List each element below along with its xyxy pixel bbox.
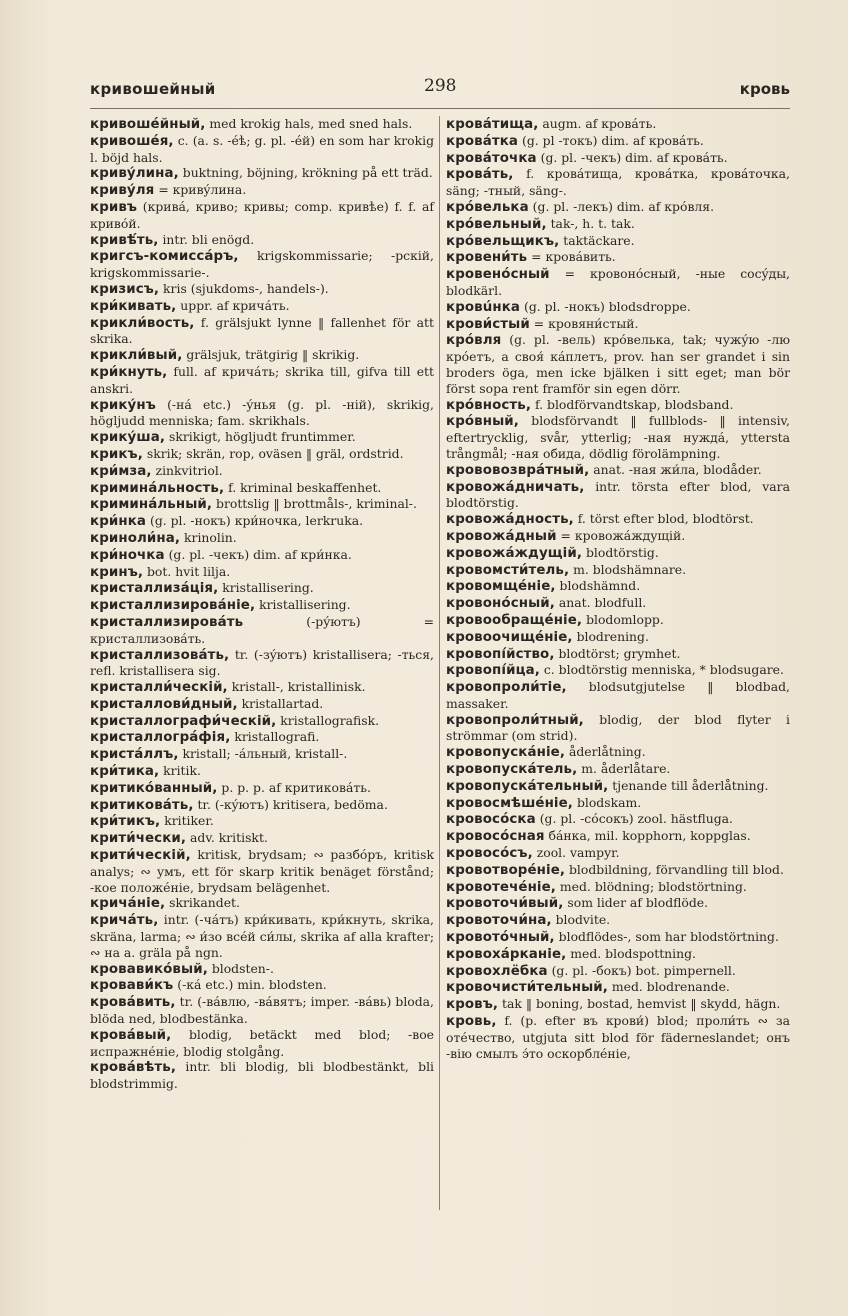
dictionary-entry xyxy=(90,446,434,463)
dictionary-entry xyxy=(90,429,434,446)
entry-definition: (-рýютъ) = кристаллизовáть. xyxy=(90,613,434,646)
dictionary-entry xyxy=(446,862,790,879)
dictionary-entry xyxy=(446,646,790,663)
dictionary-entry xyxy=(90,813,434,830)
dictionary-entry xyxy=(90,547,434,564)
dictionary-entry xyxy=(90,397,434,430)
entry-headword: кровáть, xyxy=(446,167,514,183)
entry-headword: кровáточка xyxy=(446,150,537,166)
entry-headword: кри́нка xyxy=(90,514,147,530)
dictionary-entry xyxy=(446,712,790,745)
entry-definition: skrikandet. xyxy=(165,895,240,911)
entry-definition: intr. bli blodig, bli blodbestänkt, bli blodstrimmig. xyxy=(90,1059,434,1092)
entry-definition: = кровяни́стый. xyxy=(529,315,639,331)
dictionary-entry xyxy=(90,994,434,1027)
entry-headword: кривýля xyxy=(90,183,155,199)
entry-definition: uppr. af кричáть. xyxy=(176,297,290,313)
entry-definition: kristallartad. xyxy=(237,695,324,711)
entry-definition: c. blodtörstig menniska, * blodsugare. xyxy=(539,662,784,678)
entry-headword: кристаллизовáть, xyxy=(90,647,230,663)
page-number: 298 xyxy=(424,76,457,96)
entry-definition: p. p. p. af критиковáть. xyxy=(217,779,371,795)
entry-definition: kritiker. xyxy=(160,813,214,829)
entry-headword: крови́стый xyxy=(446,316,530,332)
entry-headword: кринъ, xyxy=(90,564,144,580)
dictionary-entry xyxy=(446,828,790,845)
entry-headword: кровопроли́тіе, xyxy=(446,680,567,696)
entry-headword: кровопроли́тный, xyxy=(446,712,584,728)
entry-definition: med. blodspottning. xyxy=(566,945,696,961)
entry-definition: adv. kritiskt. xyxy=(186,830,268,846)
dictionary-entry xyxy=(90,797,434,814)
entry-headword: кровáвый, xyxy=(90,1027,172,1043)
dictionary-entry xyxy=(90,564,434,581)
entry-definition: blodtörstig. xyxy=(582,544,659,560)
entry-definition: kristallisering. xyxy=(255,597,351,613)
dictionary-entry xyxy=(90,1027,434,1060)
dictionary-entry xyxy=(446,979,790,996)
entry-headword: крикли́вый, xyxy=(90,348,183,364)
entry-headword: кровосóсная xyxy=(446,829,545,845)
entry-definition: tr. (-кýютъ) kritisera, bedöma. xyxy=(193,796,388,812)
entry-headword: кровúнка xyxy=(446,299,521,315)
right-running-headword: кровь xyxy=(739,80,790,98)
entry-definition: kristallisering. xyxy=(218,580,314,596)
entry-headword: кристаллизáція, xyxy=(90,581,219,597)
dictionary-entry xyxy=(90,830,434,847)
entry-headword: кристалли́ческій, xyxy=(90,680,228,696)
entry-definition: kristall; -áльный, kristall-. xyxy=(178,746,348,762)
dictionary-entry xyxy=(446,595,790,612)
dictionary-entry xyxy=(90,347,434,364)
left-running-headword: кривошейный xyxy=(90,80,216,98)
entry-headword: крóвля xyxy=(446,333,502,349)
entry-headword: кровосмѣшéніе, xyxy=(446,795,573,811)
entry-definition: med krokig hals, med sned hals. xyxy=(205,116,413,131)
entry-definition: m. åderlåtare. xyxy=(577,761,671,777)
dictionary-entry xyxy=(90,647,434,680)
dictionary-entry xyxy=(446,629,790,646)
entry-definition: intr. törsta efter blod, vara blodtörstig. xyxy=(446,478,790,511)
entry-definition: blodbildning, förvandling till blod. xyxy=(565,861,784,877)
entry-headword: кровопíйца, xyxy=(446,663,540,679)
dictionary-entry xyxy=(90,463,434,480)
entry-headword: кровопускáтель, xyxy=(446,762,578,778)
entry-definition: anat. blodfull. xyxy=(554,595,647,611)
entry-headword: кри́кнуть, xyxy=(90,364,168,380)
dictionary-entry xyxy=(90,895,434,912)
entry-definition: (g. pl. -лекъ) dim. af крóвля. xyxy=(528,198,715,214)
entry-definition: f. (p. efter въ крови́) blod; проли́ть ∾ за отéчество, utgjuta sitt blod för fäderneslandet; онъ -вію смылъ э́то оскорблéніе, xyxy=(446,1013,790,1061)
entry-definition: åderlåtning. xyxy=(565,744,646,760)
entry-headword: кристаллови́дный, xyxy=(90,696,238,712)
entry-headword: кровохáрканіе, xyxy=(446,946,567,962)
entry-definition: intr. bli enögd. xyxy=(158,231,255,247)
entry-headword: критиковáть, xyxy=(90,797,194,813)
dictionary-entry xyxy=(446,562,790,579)
dictionary-entry xyxy=(446,845,790,862)
dictionary-entry xyxy=(446,679,790,712)
entry-headword: кристаллизировáть xyxy=(90,614,244,630)
entry-definition: augm. af кровáть. xyxy=(538,116,657,131)
entry-definition: (g. pl. -нокъ) кри́ночка, lerkruka. xyxy=(146,513,364,529)
dictionary-entry xyxy=(446,166,790,199)
entry-definition: intr. (-чáтъ) кри́кивать, кри́кнуть, skrika, skräna, larma; ∾ и́зо всéй си́лы, skrika af alla krafter; ∾ на a. gräla på ngn. xyxy=(90,912,434,960)
entry-headword: кристаллизировáніе, xyxy=(90,598,256,614)
entry-headword: кровопускáтельный, xyxy=(446,778,609,794)
entry-headword: кровоочищéніе, xyxy=(446,629,573,645)
entry-definition: бáнка, mil. kopphorn, koppglas. xyxy=(544,828,751,844)
entry-headword: кровожáждущій, xyxy=(446,545,583,561)
dictionary-entry xyxy=(446,397,790,414)
entry-headword: кристáллъ, xyxy=(90,747,179,763)
dictionary-entry xyxy=(446,266,790,299)
entry-headword: крити́чески, xyxy=(90,831,187,847)
dictionary-entry xyxy=(90,912,434,960)
entry-definition: tr. (-зýютъ) kristallisera; -ться, refl. kristallisera sig. xyxy=(90,646,434,679)
entry-definition: blodtörst; grymhet. xyxy=(554,645,681,661)
dictionary-entry xyxy=(90,847,434,895)
entry-headword: кримина́льный, xyxy=(90,497,213,513)
entry-headword: кровъ, xyxy=(446,997,499,1013)
entry-definition: som lider af blodflöde. xyxy=(563,895,709,911)
dictionary-entry xyxy=(90,746,434,763)
entry-definition: tr. (-вáвлю, -вáвятъ; imper. -вáвь) bloda, blöda ned, blodbestänka. xyxy=(90,994,434,1027)
dictionary-entry xyxy=(90,315,434,348)
entry-definition: taktäckare. xyxy=(559,232,635,248)
entry-headword: кровообращéніе, xyxy=(446,612,583,628)
dictionary-entry xyxy=(90,496,434,513)
dictionary-entry xyxy=(446,811,790,828)
right-column xyxy=(446,116,790,1061)
entry-definition: f. blodförvandtskap, blodsband. xyxy=(531,396,734,412)
entry-headword: кровотóчный, xyxy=(446,930,555,946)
entry-definition: zinkvitriol. xyxy=(151,462,223,478)
entry-headword: кровáтища, xyxy=(446,117,539,132)
dictionary-entry xyxy=(446,332,790,396)
entry-definition: blodomlopp. xyxy=(582,611,664,627)
entry-headword: кристаллогрáфія, xyxy=(90,730,231,746)
entry-headword: кровомсти́тель, xyxy=(446,562,570,578)
entry-definition: zool. vampyr. xyxy=(532,845,620,861)
entry-headword: кровáвить, xyxy=(90,995,176,1011)
dictionary-entry xyxy=(446,216,790,233)
entry-definition: blodig, der blod flyter i strömmar (om strid). xyxy=(446,711,790,744)
entry-definition: = кровонóсный, -ные сосýды, blodkärl. xyxy=(446,266,790,298)
dictionary-entry xyxy=(90,232,434,249)
dictionary-entry xyxy=(90,713,434,730)
entry-headword: крóвельный, xyxy=(446,216,547,232)
page-header xyxy=(90,76,790,100)
entry-definition: buktning, böjning, krökning på ett träd. xyxy=(178,165,433,181)
entry-definition: = кривýлина. xyxy=(154,182,247,198)
entry-headword: кривошéйный, xyxy=(90,117,206,132)
entry-definition: med. blodrenande. xyxy=(607,979,730,995)
dictionary-entry xyxy=(446,963,790,980)
entry-definition: f. törst efter blod, blodtörst. xyxy=(573,511,754,527)
entry-definition: blodshämnd. xyxy=(555,578,641,594)
entry-definition: krigskommissarie; -рскій, krigskommissarie-. xyxy=(90,248,434,281)
entry-headword: кровоточи́на, xyxy=(446,913,552,929)
dictionary-entry xyxy=(90,182,434,199)
dictionary-entry xyxy=(446,761,790,778)
dictionary-entry xyxy=(446,946,790,963)
dictionary-entry xyxy=(446,150,790,167)
entry-definition: kristall-, kristallinisk. xyxy=(227,679,366,695)
entry-headword: кровотворéніе, xyxy=(446,862,566,878)
entry-headword: крóвелька xyxy=(446,199,529,215)
entry-headword: кринoли́на, xyxy=(90,530,181,546)
entry-headword: кримина́льность, xyxy=(90,480,225,496)
dictionary-entry xyxy=(90,281,434,298)
dictionary-entry xyxy=(446,199,790,216)
entry-headword: кровожáдный xyxy=(446,528,557,544)
dictionary-entry xyxy=(446,612,790,629)
dictionary-entry xyxy=(90,530,434,547)
dictionary-entry xyxy=(446,133,790,150)
entry-headword: кровопускáніе, xyxy=(446,745,565,761)
dictionary-entry xyxy=(446,299,790,316)
entry-definition: tjenande till åderlåtning. xyxy=(608,777,769,793)
dictionary-entry xyxy=(90,597,434,614)
entry-definition: (g. pl. -чекъ) dim. af кри́нка. xyxy=(164,546,352,562)
entry-definition: (g. pl. -вель) крóвелька, tak; чужýю -лю крóетъ, а своя́ кáплетъ, prov. han ser grandet i sin broders öga, men icke bjälken i sitt eget; man bör först sopa rent framför sin egen dörr. xyxy=(446,332,790,396)
column-divider xyxy=(439,116,440,1210)
dictionary-entry xyxy=(90,248,434,281)
entry-definition: (g. pl. -cóсокъ) zool. hästfluga. xyxy=(535,811,733,827)
dictionary-entry xyxy=(90,165,434,182)
entry-definition: c. (a. s. -éѣ; g. pl. -éй) en som har krokig l. böjd hals. xyxy=(90,132,434,165)
header-rule xyxy=(90,108,790,109)
dictionary-entry xyxy=(90,298,434,315)
entry-definition: full. af кричáть; skrika till, gifva till ett anskri. xyxy=(90,363,434,396)
dictionary-entry xyxy=(446,795,790,812)
entry-headword: кровави́къ xyxy=(90,978,174,994)
dictionary-entry xyxy=(90,679,434,696)
dictionary-entry xyxy=(90,696,434,713)
entry-definition: kris (sjukdoms-, handels-). xyxy=(159,280,329,296)
dictionary-entry xyxy=(446,545,790,562)
dictionary-entry xyxy=(90,580,434,597)
dictionary-entry xyxy=(446,528,790,545)
entry-definition: = кровáвить. xyxy=(527,249,616,265)
entry-headword: кровочисти́тельный, xyxy=(446,980,608,996)
entry-headword: кровомщéніе, xyxy=(446,579,556,595)
dictionary-entry xyxy=(446,511,790,528)
entry-definition: blodsutgjutelse ‖ blodbad, massaker. xyxy=(446,679,790,711)
entry-definition: blodsten-. xyxy=(207,960,274,976)
entry-definition: f. grälsjukt lynne ‖ fallenhet för att skrika. xyxy=(90,314,434,347)
entry-definition: med. blödning; blodstörtning. xyxy=(555,878,747,894)
entry-headword: кривѣ́ть, xyxy=(90,232,159,248)
dictionary-entry xyxy=(446,662,790,679)
entry-definition: blodig, betäckt med blod; -вое испражнéніе, blodig stolgång. xyxy=(90,1026,434,1059)
entry-definition: (кривá, криво; кривы; comp. кривѣе) f. f. af кривóй. xyxy=(90,198,434,231)
entry-headword: крóвность, xyxy=(446,397,532,413)
dictionary-entry xyxy=(446,316,790,333)
entry-headword: кривýлина, xyxy=(90,166,179,182)
dictionary-entry xyxy=(90,1059,434,1092)
entry-definition: tak-, h. t. tak. xyxy=(546,215,635,231)
entry-headword: кровопíйство, xyxy=(446,646,555,662)
entry-definition: brottslig ‖ brottmåls-, kriminal-. xyxy=(212,496,417,512)
dictionary-entry xyxy=(90,364,434,397)
entry-headword: кригсъ-комиссáръ, xyxy=(90,249,239,265)
entry-headword: крикýша, xyxy=(90,430,166,446)
left-column xyxy=(90,116,434,1092)
entry-headword: кровохлёбка xyxy=(446,963,548,979)
entry-definition: anat. -ная жи́ла, blodåder. xyxy=(589,461,762,477)
dictionary-entry xyxy=(446,929,790,946)
entry-definition: (g. pl. -чекъ) dim. af кровáть. xyxy=(536,149,728,165)
entry-headword: кровожáдность, xyxy=(446,512,574,528)
entry-headword: кровонóсный, xyxy=(446,596,555,612)
entry-headword: кровотечéніе, xyxy=(446,879,556,895)
entry-definition: bot. hvit lilja. xyxy=(143,563,231,579)
entry-definition: blodrening. xyxy=(572,628,649,644)
entry-definition: tak ‖ boning, bostad, hemvist ‖ skydd, hägn. xyxy=(498,996,781,1012)
dictionary-entry xyxy=(446,996,790,1013)
entry-headword: кровосóска xyxy=(446,812,536,828)
entry-headword: кровавикóвый, xyxy=(90,961,208,977)
dictionary-entry xyxy=(446,744,790,761)
entry-headword: кри́ночка xyxy=(90,547,165,563)
entry-definition: grälsjuk, trätgirig ‖ skrikig. xyxy=(182,347,360,363)
dictionary-entry xyxy=(90,977,434,994)
entry-definition: f. kriminal beskaffenhet. xyxy=(224,479,382,495)
dictionary-entry xyxy=(90,116,434,133)
entry-definition: blodflödes-, som har blodstörtning. xyxy=(554,929,779,945)
entry-definition: krinolin. xyxy=(180,529,237,545)
entry-headword: кривошéя, xyxy=(90,133,174,149)
entry-definition: (g. pl -токъ) dim. af кровáть. xyxy=(518,132,704,148)
dictionary-entry xyxy=(446,879,790,896)
dictionary-entry xyxy=(446,249,790,266)
entry-definition: blodvite. xyxy=(551,912,611,928)
entry-headword: критикóванный, xyxy=(90,780,218,796)
dictionary-entry xyxy=(90,480,434,497)
entry-headword: кри́тикъ, xyxy=(90,814,161,830)
entry-definition: m. blodshämnare. xyxy=(569,561,687,577)
entry-definition: kristallografi. xyxy=(230,729,320,745)
entry-headword: кривъ xyxy=(90,199,138,215)
dictionary-entry xyxy=(446,778,790,795)
entry-headword: кровосóсъ, xyxy=(446,846,533,862)
entry-headword: кровени́ть xyxy=(446,250,528,266)
entry-headword: крикъ, xyxy=(90,446,143,462)
entry-headword: кровáтка xyxy=(446,133,519,149)
dictionary-entry xyxy=(446,1013,790,1061)
dictionary-entry xyxy=(90,199,434,232)
entry-definition: (-кá etc.) min. blodsten. xyxy=(173,977,327,993)
entry-headword: кристаллографи́ческій, xyxy=(90,713,277,729)
entry-headword: крóвный, xyxy=(446,414,519,430)
entry-definition: (g. pl. -бокъ) bot. pimpernell. xyxy=(547,962,736,978)
entry-headword: кри́тика, xyxy=(90,764,160,780)
dictionary-entry xyxy=(90,763,434,780)
entry-definition: skrikigt, högljudt fruntimmer. xyxy=(165,429,356,445)
dictionary-entry xyxy=(446,578,790,595)
dictionary-entry xyxy=(446,116,790,133)
dictionary-entry xyxy=(90,961,434,978)
entry-headword: кризисъ, xyxy=(90,281,160,297)
entry-headword: кровенóсный xyxy=(446,267,550,283)
entry-headword: кричáть, xyxy=(90,913,159,929)
dictionary-entry xyxy=(90,513,434,530)
dictionary-entry xyxy=(446,413,790,461)
entry-headword: крикýнъ xyxy=(90,397,156,413)
dictionary-entry xyxy=(446,479,790,512)
dictionary-entry xyxy=(446,233,790,250)
entry-headword: крововозврáтный, xyxy=(446,462,590,478)
entry-headword: кровоточи́вый, xyxy=(446,896,564,912)
dictionary-entry xyxy=(90,133,434,166)
entry-definition: kritik. xyxy=(159,763,201,779)
dictionary-entry xyxy=(446,462,790,479)
dictionary-entry xyxy=(90,780,434,797)
dictionary-entry xyxy=(90,729,434,746)
entry-definition: kristallografisk. xyxy=(276,712,380,728)
entry-definition: (g. pl. -нокъ) blodsdroppe. xyxy=(520,298,691,314)
entry-headword: крóвельщикъ, xyxy=(446,233,560,249)
entry-headword: кри́мза, xyxy=(90,463,152,479)
entry-headword: кровожáдничать, xyxy=(446,479,585,495)
entry-headword: кровь, xyxy=(446,1014,497,1030)
entry-headword: кри́кивать, xyxy=(90,298,177,314)
entry-headword: крикли́вость, xyxy=(90,315,195,331)
entry-definition: skrik; skrän, rop, oväsen ‖ gräl, ordstrid. xyxy=(142,445,404,461)
entry-headword: кричáніе, xyxy=(90,896,166,912)
dictionary-entry xyxy=(446,912,790,929)
entry-definition: = кровожáждущій. xyxy=(556,527,686,543)
entry-definition: blodskam. xyxy=(573,794,642,810)
entry-headword: кровáвѣть, xyxy=(90,1060,177,1076)
entry-definition: kritisk, brydsam; ∾ разбóръ, kritisk analys; ∾ умъ, ett för skarp kritik benäget förstånd; -кое положéніе, brydsam belägenhet. xyxy=(90,847,434,895)
dictionary-entry xyxy=(90,614,434,647)
entry-headword: крити́ческій, xyxy=(90,848,191,864)
entry-definition: f. кровáтища, кровáтка, кровáточка, säng; -тный, säng-. xyxy=(446,166,790,199)
entry-definition: blodsförvandt ‖ fullblods- ‖ intensiv, eftertrycklig, svår, ytterlig; -ная нуждá, yttersta trångmål; -ная обида, dödlig förolämpning. xyxy=(446,413,790,461)
entry-definition: (-нá etc.) -ýнья (g. pl. -ній), skrikig, högljudd menniska; fam. skrikhals. xyxy=(90,396,434,429)
dictionary-entry xyxy=(446,895,790,912)
